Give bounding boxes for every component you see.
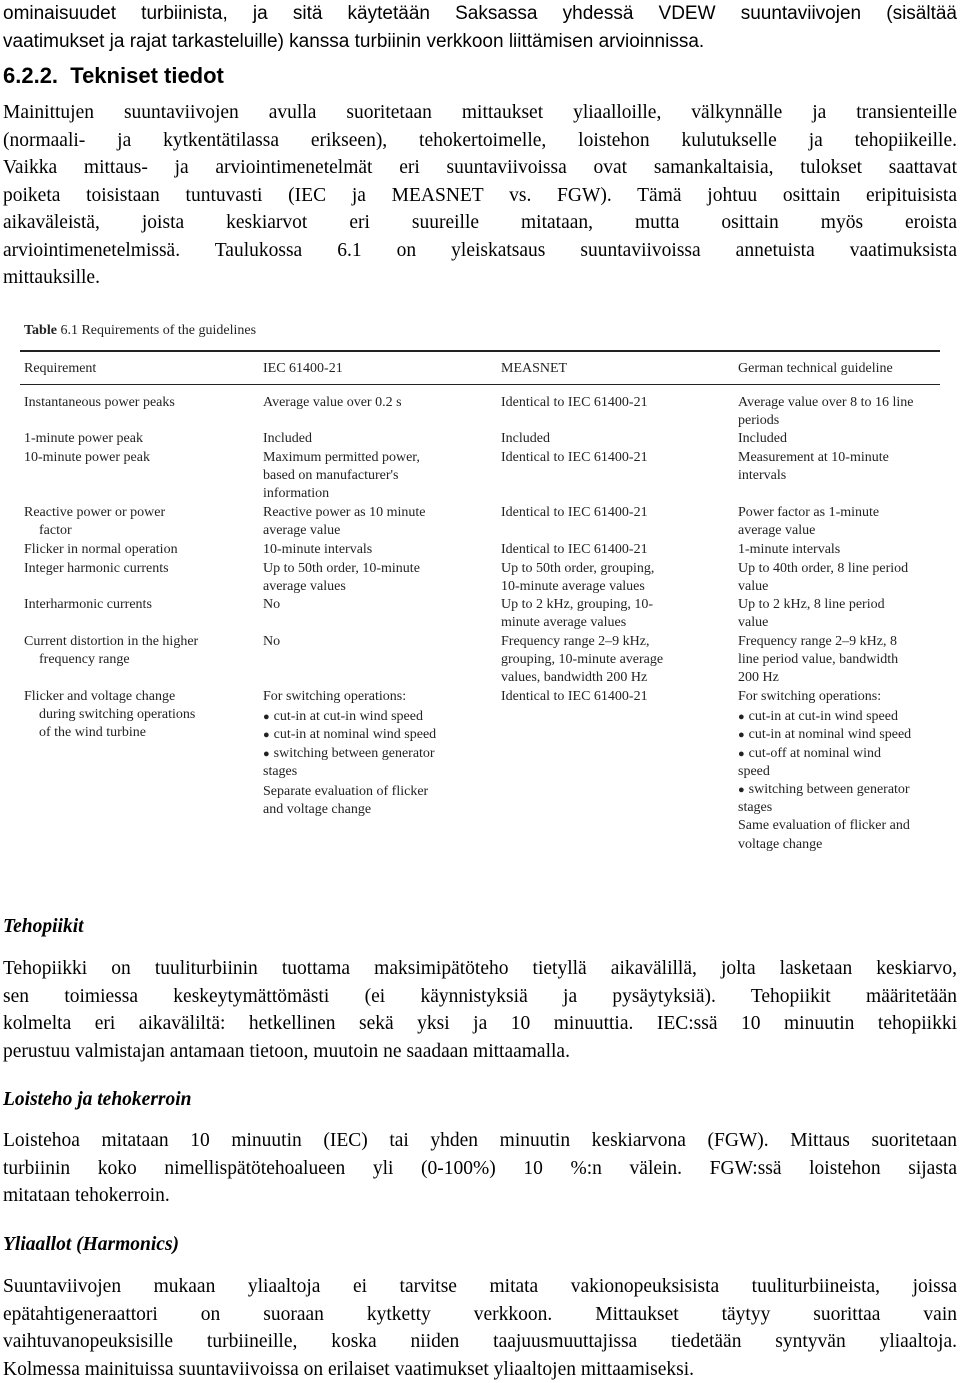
table-cell: Average value over 0.2 s [263, 395, 402, 410]
table-cell: 1-minute power peak [24, 431, 143, 446]
table-cell: Up to 50th order, 10-minute average values [263, 561, 420, 595]
tehopiikit-line: sen toimiessa keskeytymättömästi (ei käynnistyksiä ja pysäytyksiä). Tehopiikit määritetään [3, 985, 957, 1007]
table-cell: Interharmonic currents [24, 597, 152, 612]
table-cell: Current distortion in the higher frequency range [24, 634, 199, 668]
loisteho-heading: Loisteho ja tehokerroin [3, 1089, 192, 1110]
table-cell: Included [738, 431, 787, 446]
tehopiikit-heading: Tehopiikit [3, 916, 84, 937]
tehopiikit-line: perustuu valmistajan antamaan tietoon, muutoin ne saadaan mittaamalla. [3, 1040, 570, 1062]
intro-line: ominaisuudet turbiinista, ja sitä käytetään Saksassa yhdessä VDEW suuntaviivojen (sisältää [3, 3, 957, 24]
table-header-iec: IEC 61400-21 [263, 361, 343, 376]
table-cell: Included [263, 431, 312, 446]
yliaallot-line: epätahtigeneraattori on suoraan kytketty verkkoon. Mittaukset täytyy suorittaa vain [3, 1303, 957, 1325]
tehopiikit-line: Tehopiikki on tuuliturbiinin tuottama maksimipätöteho tietyllä aikavälillä, jolta lasketaan keskiarvo, [3, 958, 957, 979]
yliaallot-line: Kolmessa mainituissa suuntaviivoissa on erilaiset vaatimukset yliaaltojen mittaamiseksi. [3, 1358, 695, 1380]
table-cell: Identical to IEC 61400-21 [501, 542, 648, 557]
table-title-prefix: Table [24, 323, 57, 338]
tehopiikit-paragraph [3, 955, 957, 1065]
table-title [24, 322, 256, 340]
table-cell: Integer harmonic currents [24, 561, 169, 576]
loisteho-line: mitataan tehokerroin. [3, 1185, 170, 1206]
table-cell: Instantaneous power peaks [24, 395, 175, 410]
table-cell: Maximum permitted power, based on manufacturer's information [263, 450, 420, 502]
table-cell: For switching operations: ● cut-in at cut-in wind speed ● cut-in at nominal wind speed ● switching between generator stages Separate evaluation of flicker and voltage change [263, 688, 436, 819]
section-line: poiketa toisistaan tuntuvasti (IEC ja MEASNET vs. FGW). Tämä johtuu osittain eripituisista [3, 184, 957, 206]
loisteho-paragraph [3, 1127, 957, 1210]
table-header-requirement: Requirement [24, 361, 97, 376]
table-cell: 10-minute power peak [24, 450, 150, 465]
yliaallot-line: Suuntaviivojen mukaan yliaaltoja ei tarvitse mitata vakionopeuksisista tuuliturbiineista, joissa [3, 1276, 957, 1297]
section-paragraph [3, 99, 957, 292]
table-cell: Flicker and voltage change during switching operations of the wind turbine [24, 689, 196, 741]
intro-line: vaatimukset ja rajat tarkasteluille) kanssa turbiinin verkkoon liittämisen arvioinnissa. [3, 30, 705, 52]
table-cell: 10-minute intervals [263, 542, 373, 557]
table-cell: No [263, 597, 281, 612]
loisteho-line: turbiinin koko nimellispätötehoalueen yli (0-100%) 10 %:n välein. FGW:ssä loistehon sijasta [3, 1157, 957, 1179]
yliaallot-heading: Yliaallot (Harmonics) [3, 1234, 180, 1255]
table-cell: Flicker in normal operation [24, 542, 178, 557]
table-cell: For switching operations: ● cut-in at cut-in wind speed ● cut-in at nominal wind speed ● cut-off at nominal wind speed ● switching between generator stages Same evaluation of flicker and voltage change [738, 688, 911, 854]
table-cell: Power factor as 1-minute average value [738, 505, 880, 539]
table-cell: Up to 40th order, 8 line period value [738, 561, 909, 595]
table-cell: Included [501, 431, 550, 446]
table-cell: Reactive power as 10 minute average value [263, 505, 426, 539]
table-cell: Up to 50th order, grouping, 10-minute average values [501, 561, 655, 595]
table-title-text: 6.1 Requirements of the guidelines [60, 323, 257, 338]
table-cell: Measurement at 10-minute intervals [738, 450, 889, 484]
table-cell: Up to 2 kHz, 8 line period value [738, 597, 885, 631]
table-header-rule [20, 384, 940, 385]
requirements-table [20, 318, 942, 858]
table-cell: Up to 2 kHz, grouping, 10- minute average values [501, 597, 654, 631]
loisteho-line: Loistehoa mitataan 10 minuutin (IEC) tai yhden minuutin keskiarvona (FGW). Mittaus suoritetaan [3, 1130, 957, 1151]
table-cell: Identical to IEC 61400-21 [501, 395, 648, 410]
section-line: Mainittujen suuntaviivojen avulla suoritetaan mittaukset yliaalloille, välkynnälle ja transienteille [3, 102, 957, 123]
table-top-rule [20, 350, 940, 352]
tehopiikit-line: kolmelta eri aikaväliltä: hetkellinen sekä yksi ja 10 minuuttia. IEC:ssä 10 minuutin tehopiikki [3, 1013, 957, 1034]
table-cell: Identical to IEC 61400-21 [501, 505, 648, 520]
section-line: Vaikka mittaus- ja arviointimenetelmät eri suuntaviivoissa ovat samankaltaisia, tulokset saattavat [3, 157, 957, 178]
section-heading: 6.2.2. Tekniset tiedot [3, 63, 224, 88]
table-cell: Reactive power or power factor [24, 505, 166, 539]
yliaallot-line: vaihtuvanopeuksisille turbiineille, koska niiden taajuusmuuttajissa tiedetään syntyvän yliaaltoja. [3, 1331, 957, 1352]
table-cell: Frequency range 2–9 kHz, grouping, 10-minute average values, bandwidth 200 Hz [501, 634, 664, 686]
table-cell: Frequency range 2–9 kHz, 8 line period value, bandwidth 200 Hz [738, 634, 899, 686]
table-header-measnet: MEASNET [501, 361, 568, 376]
intro-paragraph [3, 0, 957, 55]
section-line: mittauksille. [3, 267, 100, 288]
table-cell: No [263, 634, 281, 649]
table-header-german: German technical guideline [738, 361, 893, 376]
table-cell: Identical to IEC 61400-21 [501, 689, 648, 704]
table-cell: 1-minute intervals [738, 542, 841, 557]
section-line: aikaväleistä, joista keskiarvot eri suureille mitataan, mutta osittain myös eroista [3, 212, 957, 233]
yliaallot-paragraph [3, 1273, 957, 1383]
table-cell: Average value over 8 to 16 line periods [738, 395, 914, 429]
table-cell: Identical to IEC 61400-21 [501, 450, 648, 465]
section-line: (normaali- ja kytkentätilassa erikseen), tehokertoimelle, loistehon kulutukselle ja tehopiikeille. [3, 129, 957, 151]
section-line: arviointimenetelmissä. Taulukossa 6.1 on yleiskatsaus suuntaviivoissa annetuista vaatimuksista [3, 239, 957, 261]
